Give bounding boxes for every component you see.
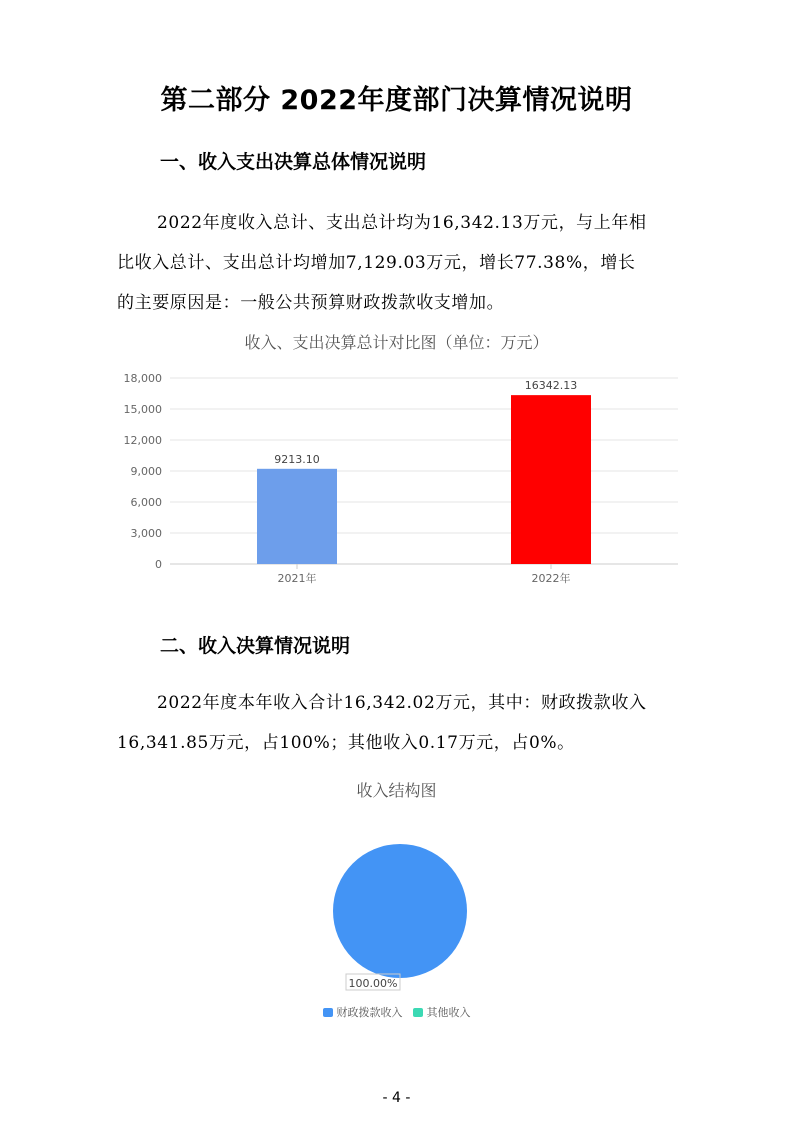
bar-chart <box>100 360 700 590</box>
pie-chart <box>320 835 480 995</box>
section2-line-1: 2022年度本年收入合计16,342.02万元，其中：财政拨款收入 <box>157 693 647 713</box>
section2-line-2: 16,341.85万元，占100%；其他收入0.17万元，占0%。 <box>117 733 575 753</box>
y-tick-label: 3,000 <box>130 527 162 540</box>
section2-heading: 二、收入决算情况说明 <box>160 635 351 657</box>
x-tick-label: 2021年 <box>277 572 317 585</box>
pie-slice-label: 100.00% <box>348 977 398 990</box>
y-tick-label: 9,000 <box>130 465 162 478</box>
bar <box>511 395 591 564</box>
y-tick-label: 15,000 <box>123 403 162 416</box>
section1-line-3: 的主要原因是：一般公共预算财政拨款收支增加。 <box>117 293 505 313</box>
section1-line-2: 比收入总计、支出总计均增加7,129.03万元，增长77.38%，增长 <box>117 253 636 273</box>
page-title: 第二部分 2022年度部门决算情况说明 <box>160 85 633 116</box>
bar <box>257 469 337 564</box>
legend-swatch-other <box>413 1008 423 1017</box>
page-number: - 4 - <box>382 1090 411 1106</box>
x-tick-label: 2022年 <box>531 572 571 585</box>
legend-swatch-fiscal <box>323 1008 333 1017</box>
pie-chart-title: 收入结构图 <box>356 781 437 800</box>
bar-data-label: 9213.10 <box>274 452 320 466</box>
y-tick-label: 6,000 <box>130 496 162 509</box>
legend-item-other <box>413 1004 471 1020</box>
section1-heading: 一、收入支出决算总体情况说明 <box>160 151 427 173</box>
y-tick-label: 12,000 <box>123 434 162 447</box>
pie-legend <box>0 1004 793 1020</box>
legend-item-fiscal <box>323 1004 403 1020</box>
y-tick-label: 18,000 <box>123 372 162 385</box>
section1-line-1: 2022年度收入总计、支出总计均为16,342.13万元，与上年相 <box>157 213 647 233</box>
bar-chart-title: 收入、支出决算总计对比图（单位：万元） <box>244 333 549 352</box>
legend-label-fiscal: 财政拨款收入 <box>336 1006 403 1019</box>
y-tick-label: 0 <box>155 558 162 571</box>
bar-data-label: 16342.13 <box>524 379 578 393</box>
legend-label-other: 其他收入 <box>426 1006 471 1019</box>
